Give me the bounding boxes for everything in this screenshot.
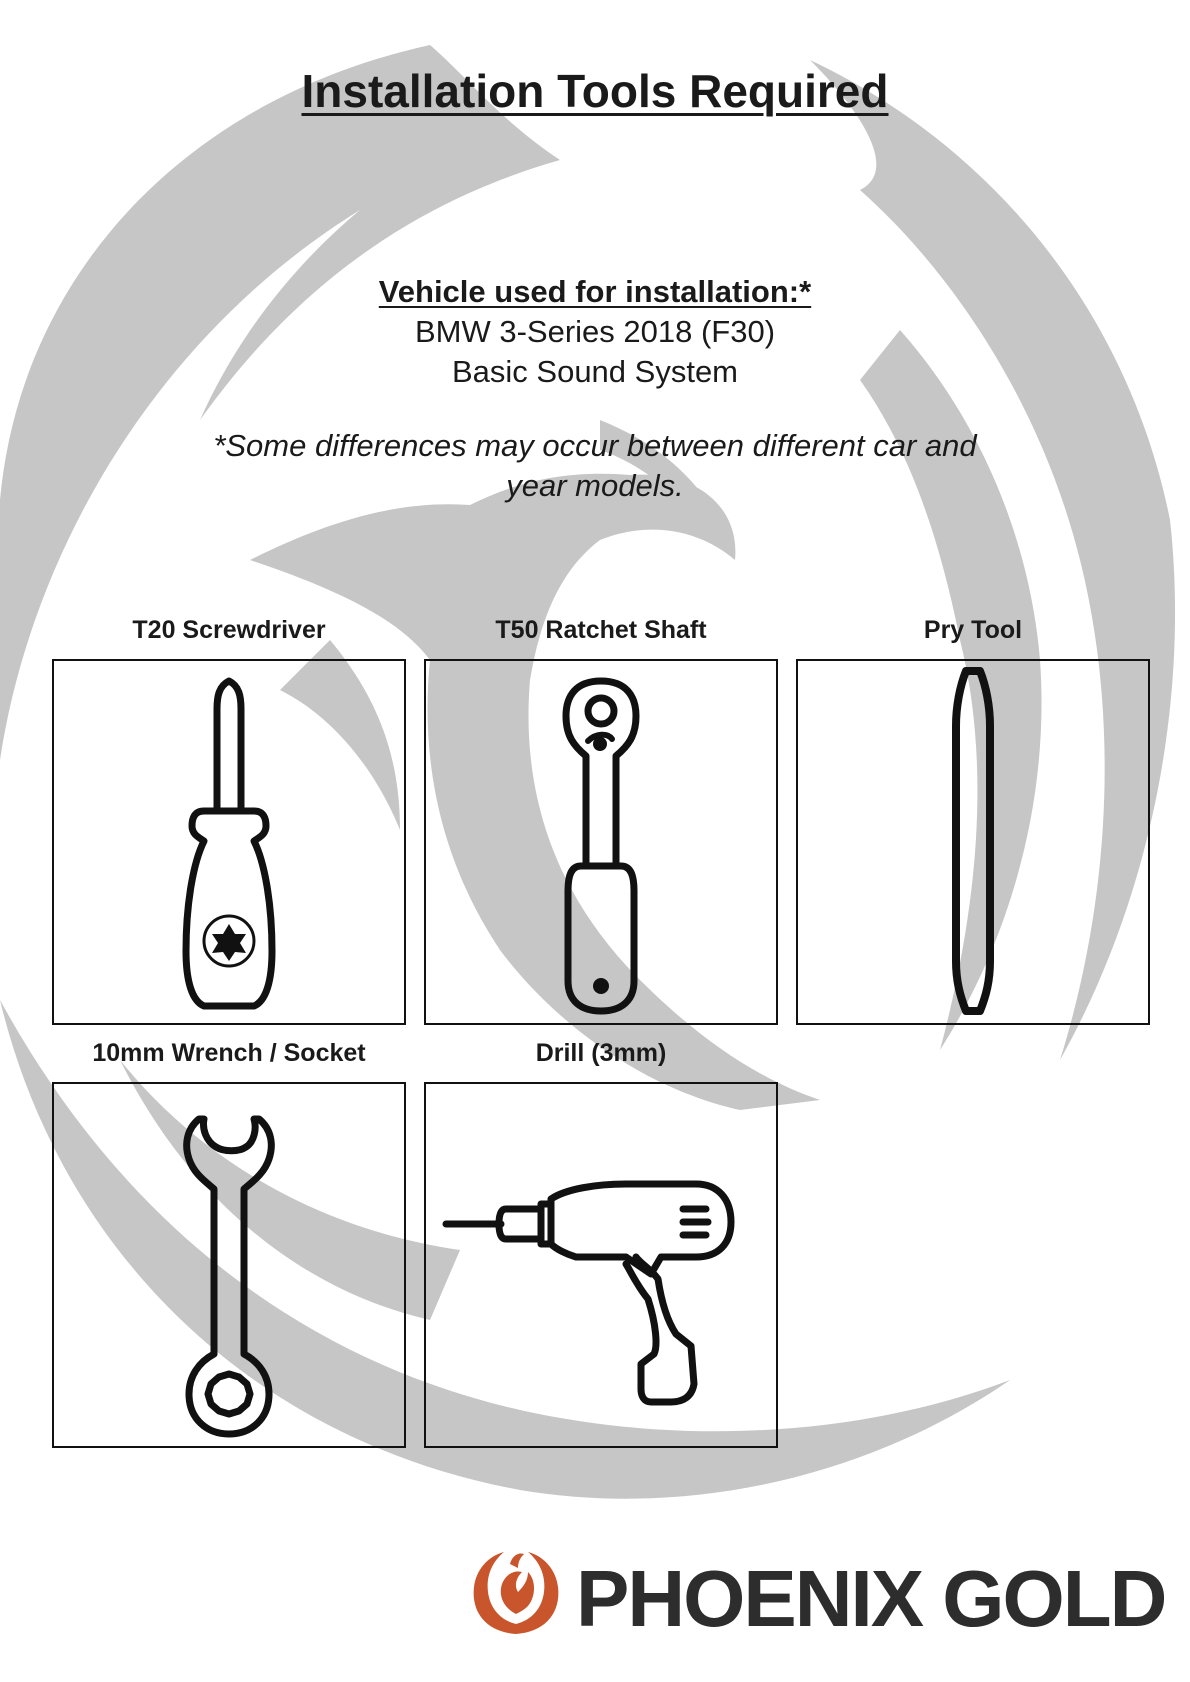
vehicle-sound-system: Basic Sound System	[451, 354, 739, 389]
tool-card-ratchet	[424, 615, 778, 1025]
tool-label: T50 Ratchet Shaft	[495, 616, 707, 644]
vehicle-heading: Vehicle used for installation:*	[378, 274, 812, 309]
tool-card-pry-tool	[796, 615, 1150, 1025]
tool-box	[52, 659, 406, 1025]
tool-label: Drill (3mm)	[535, 1039, 667, 1067]
tool-label: T20 Screwdriver	[132, 616, 326, 644]
tool-label: 10mm Wrench / Socket	[92, 1039, 366, 1067]
tool-card-drill	[424, 1038, 778, 1448]
model-difference-note: *Some differences may occur between different car and year models.	[213, 428, 977, 503]
tool-box	[796, 659, 1150, 1025]
wrench-icon	[54, 1084, 404, 1446]
vehicle-info	[0, 272, 1190, 392]
page-title: Installation Tools Required	[301, 65, 889, 117]
tool-card-wrench	[52, 1038, 406, 1448]
tool-box	[424, 659, 778, 1025]
ratchet-icon	[426, 661, 776, 1023]
tool-box	[424, 1082, 778, 1448]
phoenix-logo-icon	[466, 1542, 566, 1642]
drill-icon	[426, 1084, 776, 1446]
brand-wordmark: PHOENIX GOLD	[576, 1554, 1166, 1643]
screwdriver-icon	[54, 661, 404, 1023]
tool-card-screwdriver	[52, 615, 406, 1025]
vehicle-model: BMW 3-Series 2018 (F30)	[414, 314, 776, 349]
phoenix-gold-logo	[466, 1536, 1166, 1656]
pry-tool-icon	[798, 661, 1148, 1023]
tool-label: Pry Tool	[923, 616, 1023, 644]
tool-box	[52, 1082, 406, 1448]
